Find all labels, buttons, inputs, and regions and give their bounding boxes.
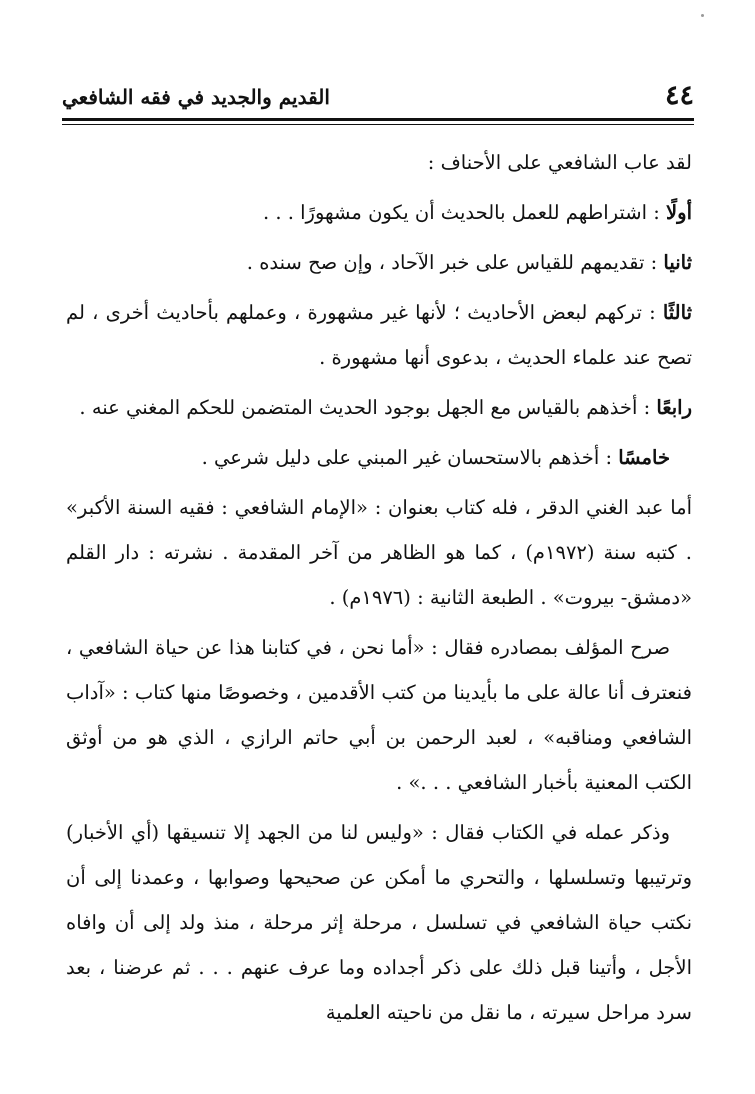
header-rule-thin xyxy=(62,124,694,125)
paragraph-first-text: : اشتراطهم للعمل بالحديث أن يكون مشهورًا . . . xyxy=(262,201,667,224)
paragraph-second xyxy=(66,240,692,285)
header-rule-thick xyxy=(62,118,694,121)
paragraph-daqr-book-text: أما عبد الغني الدقر ، فله كتاب بعنوان : «الإمام الشافعي : فقيه السنة الأكبر» . كتبه سنة (١٩٧٢م) ، كما هو الظاهر من آخر المقدمة . نشرته : دار القلم «دمشق- بيروت» . الطبعة الثانية : (١٩٧٦م) . xyxy=(66,496,692,609)
lead-first: أولًا xyxy=(666,201,692,224)
lead-third: ثالثًا xyxy=(662,301,692,324)
paragraph-method-text: وذكر عمله في الكتاب فقال : «وليس لنا من الجهد إلا تنسيقها (أي الأخبار) وترتيبها وتسلسلها ، والتحري ما أمكن عن صحيحها وصوابها ، وعمدنا إلى أن نكتب حياة الشافعي في تسلسل ، مرحلة إثر مرحلة ، منذ ولد إلى أن وافاه الأجل ، وأتينا قبل ذلك على ذكر أجداده وما عرف عنهم . . . ثم عرضنا ، بعد سرد مراحل سيرته ، ما نقل من ناحيته العلمية xyxy=(66,821,692,1024)
paragraph-sources xyxy=(66,625,692,805)
running-title: القديم والجديد في فقه الشافعي xyxy=(62,85,330,109)
paragraph-third xyxy=(66,290,692,380)
scan-speck xyxy=(701,14,704,17)
paragraph-third-text: : تركهم لبعض الأحاديث ؛ لأنها غير مشهورة ، وعملهم بأحاديث أخرى ، لم تصح عند علماء الحديث ، بدعوى أنها مشهورة . xyxy=(66,301,692,369)
lead-fifth: خامسًا xyxy=(618,446,670,469)
paragraph-first xyxy=(66,190,692,235)
paragraph-fifth-text: : أخذهم بالاستحسان غير المبني على دليل شرعي . xyxy=(201,446,619,469)
page-number: ٤٤ xyxy=(664,80,694,111)
paragraph-daqr-book xyxy=(66,485,692,620)
paragraph-fourth-text: : أخذهم بالقياس مع الجهل بوجود الحديث المتضمن للحكم المغني عنه . xyxy=(79,396,657,419)
paragraph-second-text: : تقديمهم للقياس على خبر الآحاد ، وإن صح سنده . xyxy=(246,251,664,274)
paragraph-intro-text: لقد عاب الشافعي على الأحناف : xyxy=(427,151,692,174)
lead-fourth: رابعًا xyxy=(656,396,692,419)
paragraph-sources-text: صرح المؤلف بمصادره فقال : «أما نحن ، في كتابنا هذا عن حياة الشافعي ، فنعترف أنا عالة على ما بأيدينا من كتب الأقدمين ، وخصوصًا منها كتاب : «آداب الشافعي ومناقبه» ، لعبد الرحمن بن أبي حاتم الرازي ، الذي هو من أوثق الكتب المعنية بأخبار الشافعي . . .» . xyxy=(66,636,692,794)
paragraph-method xyxy=(66,810,692,1035)
lead-second: ثانيا xyxy=(663,251,692,274)
paragraph-fifth xyxy=(66,435,692,480)
page-body xyxy=(66,140,692,1040)
page-header xyxy=(62,78,694,116)
paragraph-fourth xyxy=(66,385,692,430)
paragraph-intro xyxy=(66,140,692,185)
